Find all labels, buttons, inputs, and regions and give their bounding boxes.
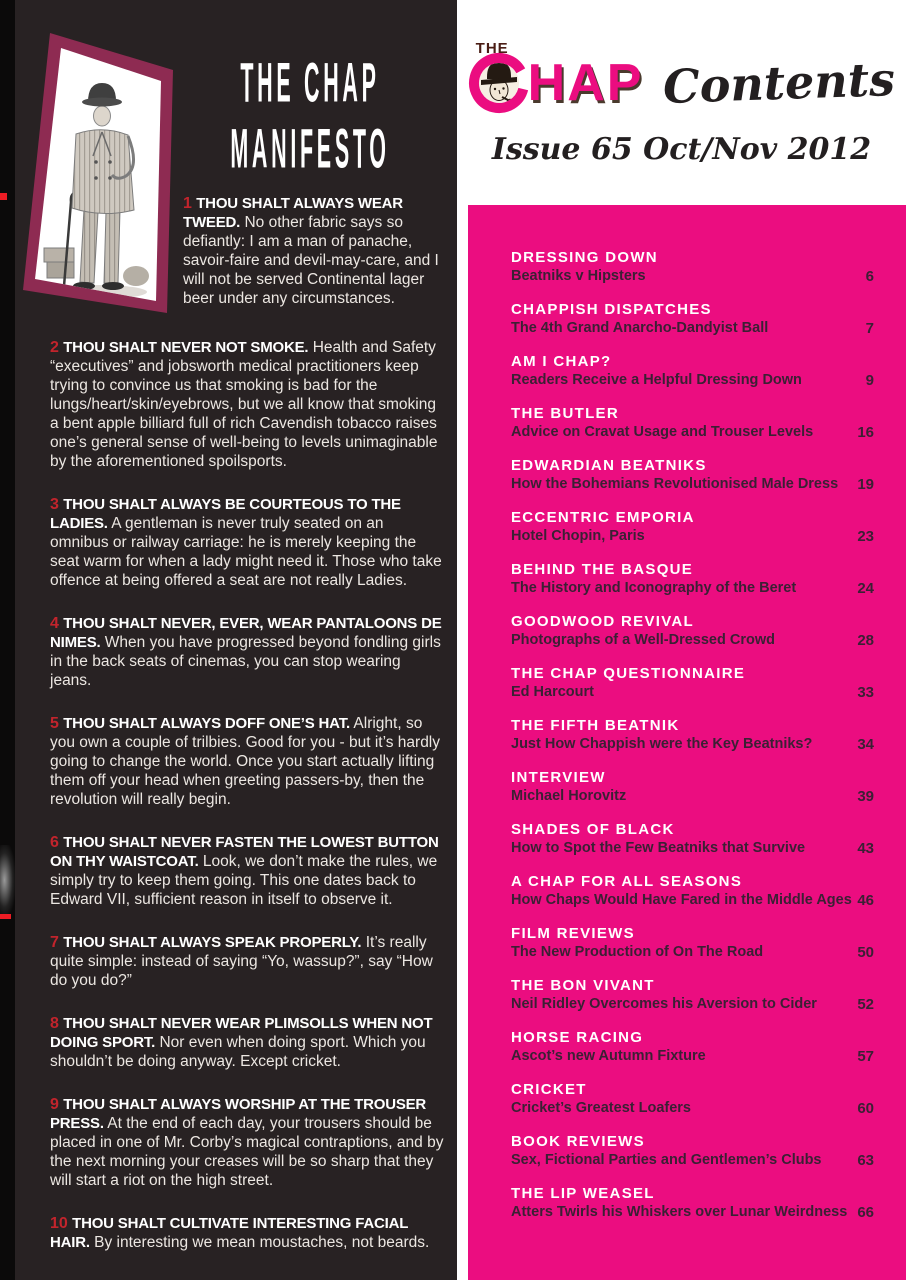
commandment-body: It’s really quite simple: instead of saying “Yo, wassup?”, say “How do you do?” xyxy=(50,934,433,989)
photo-fragment xyxy=(0,845,15,915)
entry-subtitle: Sex, Fictional Parties and Gentlemen’s Clubs xyxy=(511,1152,822,1168)
entry-title: DRESSING DOWN xyxy=(511,249,658,266)
contents-panel xyxy=(468,205,906,1280)
entry-page-number: 46 xyxy=(857,892,874,909)
commandment-body: Health and Safety “executives” and jobsworth medical practitioners keep trying to convince us that smoking is bad for the lungs/heart/skin/eyebrows, but we all know that smoking a bent apple billiard full of rich Cavendish tobacco raises one’s general sense of well-being to levels unimaginable by the aforementioned spoilsports. xyxy=(50,339,438,470)
commandment-number: 9 xyxy=(50,1096,59,1113)
entry-text xyxy=(511,1185,848,1222)
commandment-body: Nor even when doing sport. Which you shouldn’t be doing anyway. Except cricket. xyxy=(50,1034,426,1070)
commandment-number: 8 xyxy=(50,1015,59,1032)
commandment xyxy=(50,614,444,690)
manifesto-title-line2: MANIFESTO xyxy=(230,119,390,181)
entry-subtitle: Neil Ridley Overcomes his Aversion to Cider xyxy=(511,996,817,1012)
contents-entry xyxy=(511,769,874,806)
contents-entry xyxy=(511,925,874,962)
entry-text xyxy=(511,561,844,598)
issue-line: Issue 65 Oct/Nov 2012 xyxy=(491,132,872,167)
commandment-number: 2 xyxy=(50,339,59,356)
entry-page-number: 43 xyxy=(857,840,874,857)
entry-page-number: 63 xyxy=(857,1152,874,1169)
red-dash-mark xyxy=(0,193,7,200)
entry-page-number: 34 xyxy=(857,736,874,753)
commandment-number: 4 xyxy=(50,615,59,632)
entry-subtitle: Cricket’s Greatest Loafers xyxy=(511,1100,691,1116)
commandment xyxy=(50,1014,444,1071)
entry-subtitle: Ascot’s new Autumn Fixture xyxy=(511,1048,706,1064)
entry-subtitle: Hotel Chopin, Paris xyxy=(511,528,645,544)
entry-title: AM I CHAP? xyxy=(511,353,612,370)
man-in-tweed-suit-illustration xyxy=(14,24,189,324)
entry-text xyxy=(511,769,844,806)
entry-title: EDWARDIAN BEATNIKS xyxy=(511,457,707,474)
commandment-number: 6 xyxy=(50,834,59,851)
entry-subtitle: Readers Receive a Helpful Dressing Down xyxy=(511,372,802,388)
contents-entry xyxy=(511,665,874,702)
entry-title: A CHAP FOR ALL SEASONS xyxy=(511,873,743,890)
entry-subtitle: Beatniks v Hipsters xyxy=(511,268,646,284)
entry-subtitle: The New Production of On The Road xyxy=(511,944,764,960)
entry-page-number: 50 xyxy=(857,944,874,961)
entry-title: CRICKET xyxy=(511,1081,587,1098)
entry-page-number: 52 xyxy=(857,996,874,1013)
entry-text xyxy=(511,1029,844,1066)
contents-entry xyxy=(511,1185,874,1222)
commandment xyxy=(50,933,444,990)
commandment xyxy=(50,495,444,590)
commandment-body: Look, we don’t make the rules, we simply try to keep them going. This one dates back to Edward VII, sufficient reason in itself to observe it. xyxy=(50,853,438,908)
entry-page-number: 60 xyxy=(857,1100,874,1117)
commandment-heading: THOU SHALT ALWAYS WORSHIP AT THE TROUSER PRESS. xyxy=(50,1096,427,1132)
commandment-heading: THOU SHALT NEVER FASTEN THE LOWEST BUTTON ON THY WAISTCOAT. xyxy=(50,834,439,870)
commandment-body: A gentleman is never truly seated on an omnibus or railway carriage: he is merely keeping the seat warm for when a lady might need it. Those who take offence at being offered a seat are not really Ladies. xyxy=(50,515,442,589)
entry-page-number: 23 xyxy=(857,528,874,545)
commandment-body: When you have progressed beyond fondling girls in the back seats of cinemas, you can stop wearing jeans. xyxy=(50,634,441,689)
commandment xyxy=(50,338,444,471)
entry-text xyxy=(511,1133,844,1170)
entry-page-number: 39 xyxy=(857,788,874,805)
entry-subtitle: The 4th Grand Anarcho-Dandyist Ball xyxy=(511,320,769,336)
contents-heading: Contents xyxy=(662,51,897,115)
entry-text xyxy=(511,353,844,390)
contents-entry xyxy=(511,717,874,754)
commandments-list xyxy=(50,338,444,1276)
entry-title: BOOK REVIEWS xyxy=(511,1133,645,1150)
commandment-number: 10 xyxy=(50,1215,68,1232)
entry-title: THE BUTLER xyxy=(511,405,619,422)
entry-text xyxy=(511,457,844,494)
commandment-heading: THOU SHALT CULTIVATE INTERESTING FACIAL HAIR. xyxy=(50,1215,408,1251)
commandment xyxy=(183,194,441,308)
entry-page-number: 16 xyxy=(857,424,874,441)
contents-entry xyxy=(511,613,874,650)
entry-subtitle: How to Spot the Few Beatniks that Survive xyxy=(511,840,806,856)
entry-text xyxy=(511,1081,844,1118)
entry-title: HORSE RACING xyxy=(511,1029,644,1046)
entry-text xyxy=(511,405,844,442)
entry-title: THE FIFTH BEATNIK xyxy=(511,717,680,734)
contents-entry xyxy=(511,873,874,910)
entry-subtitle: The History and Iconography of the Beret xyxy=(511,580,797,596)
commandment-number: 3 xyxy=(50,496,59,513)
commandment-heading: THOU SHALT ALWAYS DOFF ONE’S HAT. xyxy=(63,715,350,732)
commandment-body: Alright, so you own a couple of trilbies. Good for you - but it’s hardly going to change the world. Once you start actually lifting them off your head when greeting passers-by, then the revolution will really begin. xyxy=(50,715,441,808)
logo-the-label: THE xyxy=(475,40,509,57)
commandment-body: No other fabric says so defiantly: I am a man of panache, savoir-faire and devil-may-care, and I will not be served Continental lager beer under any circumstances. xyxy=(183,214,439,307)
entry-page-number: 28 xyxy=(857,632,874,649)
entry-title: THE BON VIVANT xyxy=(511,977,655,994)
entry-text xyxy=(511,665,844,702)
contents-entry xyxy=(511,977,874,1014)
entry-title: GOODWOOD REVIVAL xyxy=(511,613,695,630)
entry-subtitle: Atters Twirls his Whiskers over Lunar Weirdness xyxy=(511,1204,848,1220)
entry-page-number: 33 xyxy=(857,684,874,701)
entry-title: ECCENTRIC EMPORIA xyxy=(511,509,695,526)
contents-entry xyxy=(511,249,874,286)
chap-face-in-c-icon xyxy=(468,52,530,114)
entry-page-number: 57 xyxy=(857,1048,874,1065)
commandment-heading: THOU SHALT NEVER WEAR PLIMSOLLS WHEN NOT DOING SPORT. xyxy=(50,1015,433,1051)
commandment-heading: THOU SHALT ALWAYS SPEAK PROPERLY. xyxy=(63,934,362,951)
entry-title: FILM REVIEWS xyxy=(511,925,635,942)
entry-page-number: 19 xyxy=(857,476,874,493)
commandment-body: At the end of each day, your trousers should be placed in one of Mr. Corby’s magical contraptions, and by the next morning your creases will be so sharp that they will start a riot on the high street. xyxy=(50,1115,444,1189)
page-edge-strip xyxy=(0,0,15,1280)
contents-entry xyxy=(511,457,874,494)
entry-page-number: 24 xyxy=(857,580,874,597)
commandment xyxy=(50,714,444,809)
entry-page-number: 7 xyxy=(865,320,874,337)
contents-entry xyxy=(511,561,874,598)
entry-title: BEHIND THE BASQUE xyxy=(511,561,694,578)
entry-text xyxy=(511,925,844,962)
contents-side xyxy=(457,0,906,1280)
commandment xyxy=(50,833,444,909)
entry-text xyxy=(511,977,844,1014)
entry-subtitle: Just How Chappish were the Key Beatniks? xyxy=(511,736,813,752)
entry-subtitle: How Chaps Would Have Fared in the Middle Ages xyxy=(511,892,852,908)
commandment-heading: THOU SHALT NEVER, EVER, WEAR PANTALOONS DE NIMES. xyxy=(50,615,442,651)
entry-title: INTERVIEW xyxy=(511,769,606,786)
entry-text xyxy=(511,717,844,754)
commandment-number: 1 xyxy=(183,195,192,212)
entry-subtitle: How the Bohemians Revolutionised Male Dress xyxy=(511,476,839,492)
commandment-number: 7 xyxy=(50,934,59,951)
commandment-heading: THOU SHALT ALWAYS BE COURTEOUS TO THE LADIES. xyxy=(50,496,401,532)
chap-logo xyxy=(468,40,897,115)
commandment xyxy=(50,1214,444,1252)
entry-page-number: 9 xyxy=(865,372,874,389)
entry-text xyxy=(511,821,844,858)
commandment xyxy=(50,1095,444,1190)
entry-page-number: 66 xyxy=(857,1204,874,1221)
entry-text xyxy=(511,301,844,338)
contents-entry xyxy=(511,353,874,390)
contents-entry xyxy=(511,821,874,858)
entry-text xyxy=(511,873,852,910)
contents-entry xyxy=(511,1081,874,1118)
contents-list xyxy=(511,249,874,1222)
entry-title: THE LIP WEASEL xyxy=(511,1185,655,1202)
entry-text xyxy=(511,249,844,286)
entry-title: CHAPPISH DISPATCHES xyxy=(511,301,712,318)
entry-text xyxy=(511,613,844,650)
commandment-number: 5 xyxy=(50,715,59,732)
entry-subtitle: Advice on Cravat Usage and Trouser Levels xyxy=(511,424,814,440)
contents-entry xyxy=(511,1029,874,1066)
entry-title: THE CHAP QUESTIONNAIRE xyxy=(511,665,746,682)
contents-entry xyxy=(511,405,874,442)
masthead xyxy=(457,0,906,205)
entry-text xyxy=(511,509,844,546)
commandment-body: By interesting we mean moustaches, not beards. xyxy=(94,1234,430,1251)
commandment-heading: THOU SHALT ALWAYS WEAR TWEED. xyxy=(183,195,403,231)
logo-chap-letters: HAP xyxy=(527,54,644,112)
entry-page-number: 6 xyxy=(865,268,874,285)
manifesto-title-line1: THE CHAP xyxy=(240,53,380,115)
manifesto-title xyxy=(178,53,442,190)
commandment-heading: THOU SHALT NEVER NOT SMOKE. xyxy=(63,339,309,356)
entry-subtitle: Ed Harcourt xyxy=(511,684,594,700)
entry-title: SHADES OF BLACK xyxy=(511,821,675,838)
contents-entry xyxy=(511,509,874,546)
entry-subtitle: Michael Horovitz xyxy=(511,788,627,804)
red-dash-mark xyxy=(0,914,11,919)
contents-entry xyxy=(511,301,874,338)
entry-subtitle: Photographs of a Well-Dressed Crowd xyxy=(511,632,775,648)
contents-entry xyxy=(511,1133,874,1170)
